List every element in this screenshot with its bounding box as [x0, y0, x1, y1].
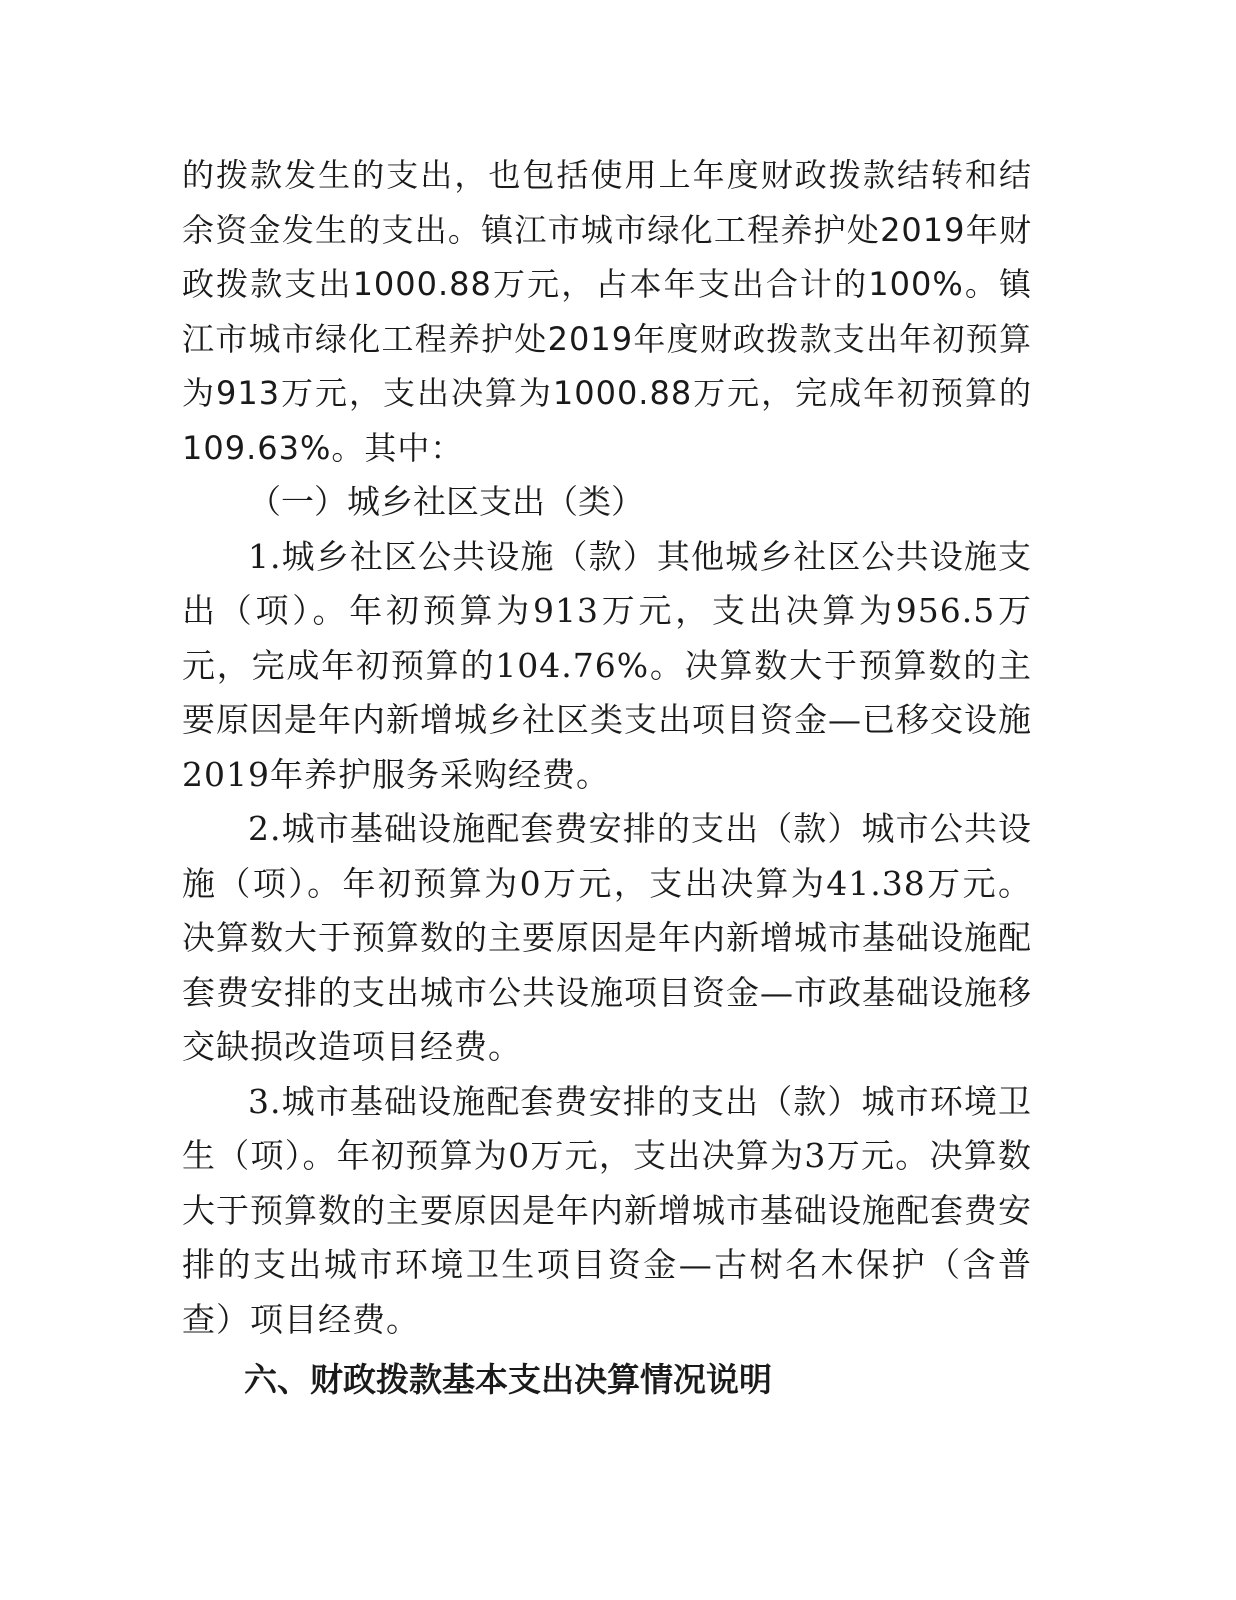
- item-paragraph-3: 3.城市基础设施配套费安排的支出（款）城市环境卫生（项）。年初预算为0万元，支出决算为3万元。决算数大于预算数的主要原因是年内新增城市基础设施配套费安排的支出城市环境卫生项目资金—古树名木保护（含普查）项目经费。: [182, 1081, 1032, 1339]
- item-paragraph-2: 2.城市基础设施配套费安排的支出（款）城市公共设施（项）。年初预算为0万元，支出决算为41.38万元。决算数大于预算数的主要原因是年内新增城市基础设施配套费安排的支出城市公共设施项目资金—市政基础设施移交缺损改造项目经费。: [182, 809, 1032, 1066]
- intro-paragraph: 的拨款发生的支出，也包括使用上年度财政拨款结转和结余资金发生的支出。镇江市城市绿化工程养护处2019年财政拨款支出1000.88万元，占本年支出合计的100%。镇江市城市绿化工程养护处2019年度财政拨款支出年初预算为913万元，支出决算为1000.88万元，完成年初预算的109.63%。其中：: [182, 156, 1032, 467]
- section-heading-six: 六、财政拨款基本支出决算情况说明: [244, 1360, 772, 1399]
- document-page: [182, 148, 1032, 1408]
- item-paragraph-1: 1.城乡社区公共设施（款）其他城乡社区公共设施支出（项）。年初预算为913万元，支出决算为956.5万元，完成年初预算的104.76%。决算数大于预算数的主要原因是年内新增城乡社区类支出项目资金—已移交设施2019年养护服务采购经费。: [182, 536, 1032, 794]
- subheading-urban-rural-community: （一）城乡社区支出（类）: [248, 482, 644, 521]
